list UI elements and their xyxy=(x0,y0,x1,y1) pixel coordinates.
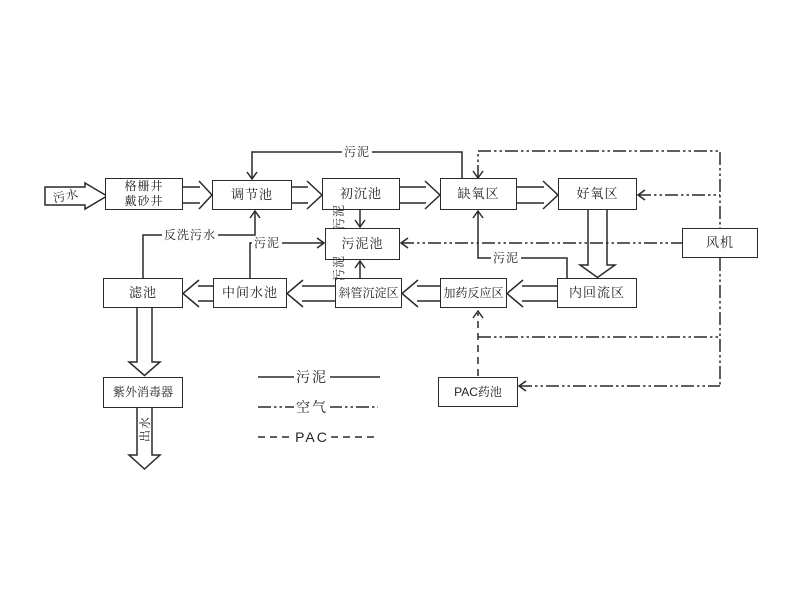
node-inclined-tube-settling-zone xyxy=(335,278,402,308)
node-screen-well-line2: 戴砂井 xyxy=(124,194,164,208)
node-uv-disinfector xyxy=(103,377,183,408)
sludge-recirculation-label: 污泥 xyxy=(492,251,520,265)
influent-label: 污水 xyxy=(51,186,81,206)
node-blower-label: 风机 xyxy=(705,234,734,250)
sludge-return-top-label: 污泥 xyxy=(343,145,371,159)
node-intermediate-tank xyxy=(213,278,287,308)
sludge-intermediate-label: 污泥 xyxy=(253,236,281,250)
node-screen-well xyxy=(105,178,183,210)
node-dosing-reaction-zone-label: 加药反应区 xyxy=(443,285,504,300)
sludge-settling-lift-label: 污泥 xyxy=(332,254,346,282)
node-regulating-tank-label: 调节池 xyxy=(230,186,273,202)
node-pac-tank-label: PAC药池 xyxy=(454,384,502,399)
node-dosing-reaction-zone xyxy=(440,278,507,308)
node-aerobic-zone xyxy=(558,178,637,210)
node-inclined-tube-settling-zone-label: 斜管沉淀区 xyxy=(338,285,399,300)
node-screen-well-line1: 格栅井 xyxy=(124,179,164,193)
node-pac-tank xyxy=(438,377,518,407)
node-intermediate-tank-label: 中间水池 xyxy=(221,284,278,300)
node-primary-sedimentation-tank-label: 初沉池 xyxy=(339,185,382,201)
node-anoxic-zone xyxy=(440,178,517,210)
node-aerobic-zone-label: 好氧区 xyxy=(576,185,619,201)
node-internal-recirculation-zone xyxy=(557,278,637,308)
node-sludge-tank-label: 污泥池 xyxy=(341,235,384,251)
legend-sludge-label: 污泥 xyxy=(296,369,328,385)
effluent-label: 出水 xyxy=(138,415,152,443)
node-anoxic-zone-label: 缺氧区 xyxy=(457,185,500,201)
backwash-water-label: 反洗污水 xyxy=(163,228,217,242)
node-internal-recirculation-zone-label: 内回流区 xyxy=(568,284,625,300)
sludge-primary-drop-label: 污泥 xyxy=(332,203,346,231)
legend-air-label: 空气 xyxy=(296,399,328,415)
legend-pac-label: PAC xyxy=(295,429,329,445)
node-filter-tank-label: 滤池 xyxy=(128,284,157,300)
node-regulating-tank xyxy=(212,180,292,210)
node-filter-tank xyxy=(103,278,183,308)
block-arrows xyxy=(45,181,615,469)
node-uv-disinfector-label: 紫外消毒器 xyxy=(112,385,173,399)
node-blower xyxy=(682,228,758,258)
